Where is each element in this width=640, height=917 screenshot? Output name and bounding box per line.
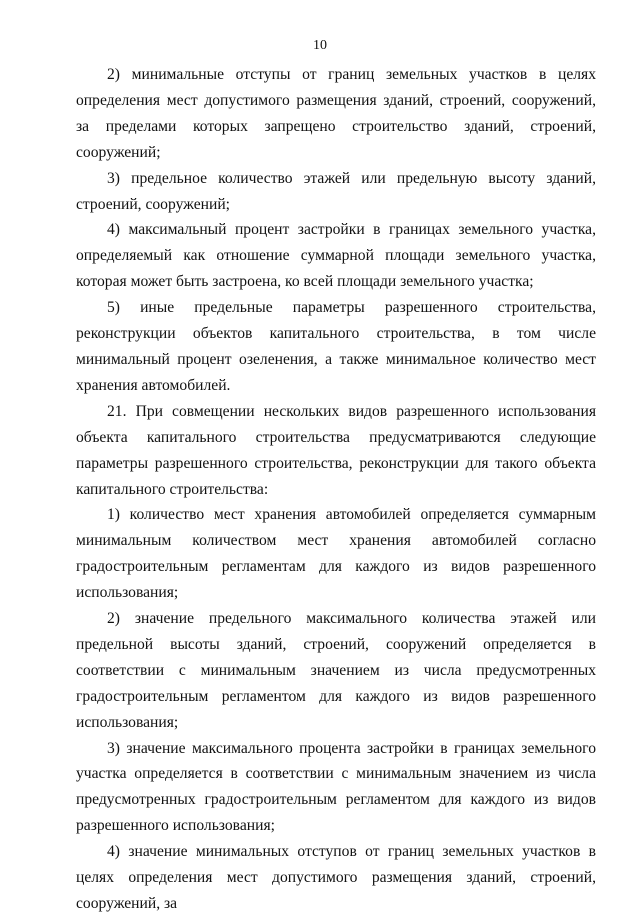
- paragraph-item-2-min-setbacks: 2) минимальные отступы от границ земельных участков в целях определения мест допустимого размещения зданий, строений, сооружений, за пределами которых запрещено строительство зданий, строений, сооружений;: [76, 66, 596, 161]
- paragraph-21-item-1-parking: 1) количество мест хранения автомобилей определяется суммарным минимальным количеством мест хранения автомобилей согласно градостроительным регламентам для каждого из видов разрешенного использования;: [76, 506, 596, 602]
- paragraph-21-item-3-coverage: 3) значение максимального процента застройки в границах земельного участка определяется в соответствии с минимальным значением из числа предусмотренных градостроительным регламентом для каждого из видов разрешенного использования;: [76, 739, 596, 835]
- paragraph-item-5-other-parameters: 5) иные предельные параметры разрешенного строительства, реконструкции объектов капитального строительства, в том числе минимальный процент озеленения, а также минимальное количество мест хранения автомобилей.: [76, 299, 596, 394]
- paragraph-item-3-max-floors: 3) предельное количество этажей или предельную высоту зданий, строений, сооружений;: [76, 169, 596, 213]
- paragraph-section-21: 21. При совмещении нескольких видов разрешенного использования объекта капитального строительства предусматриваются следующие параметры разрешенного строительства, реконструкции для такого объекта капитального строительства:: [76, 402, 596, 498]
- paragraph-21-item-4-setbacks: 4) значение минимальных отступов от границ земельных участков в целях определения мест допустимого размещения зданий, строений, сооружений, за: [76, 843, 596, 912]
- paragraph-item-4-max-coverage: 4) максимальный процент застройки в границах земельного участка, определяемый как отношение суммарной площади земельного участка, которая может быть застроена, ко всей площади земельного участка;: [76, 221, 596, 291]
- document-body: [76, 62, 596, 917]
- page-number: 10: [313, 38, 327, 53]
- paragraph-21-item-2-floors: 2) значение предельного максимального количества этажей или предельной высоты зданий, строений, сооружений определяется в соответствии с минимальным значением из числа предусмотренных градостроительным регламентом для каждого из видов разрешенного использования;: [76, 610, 596, 731]
